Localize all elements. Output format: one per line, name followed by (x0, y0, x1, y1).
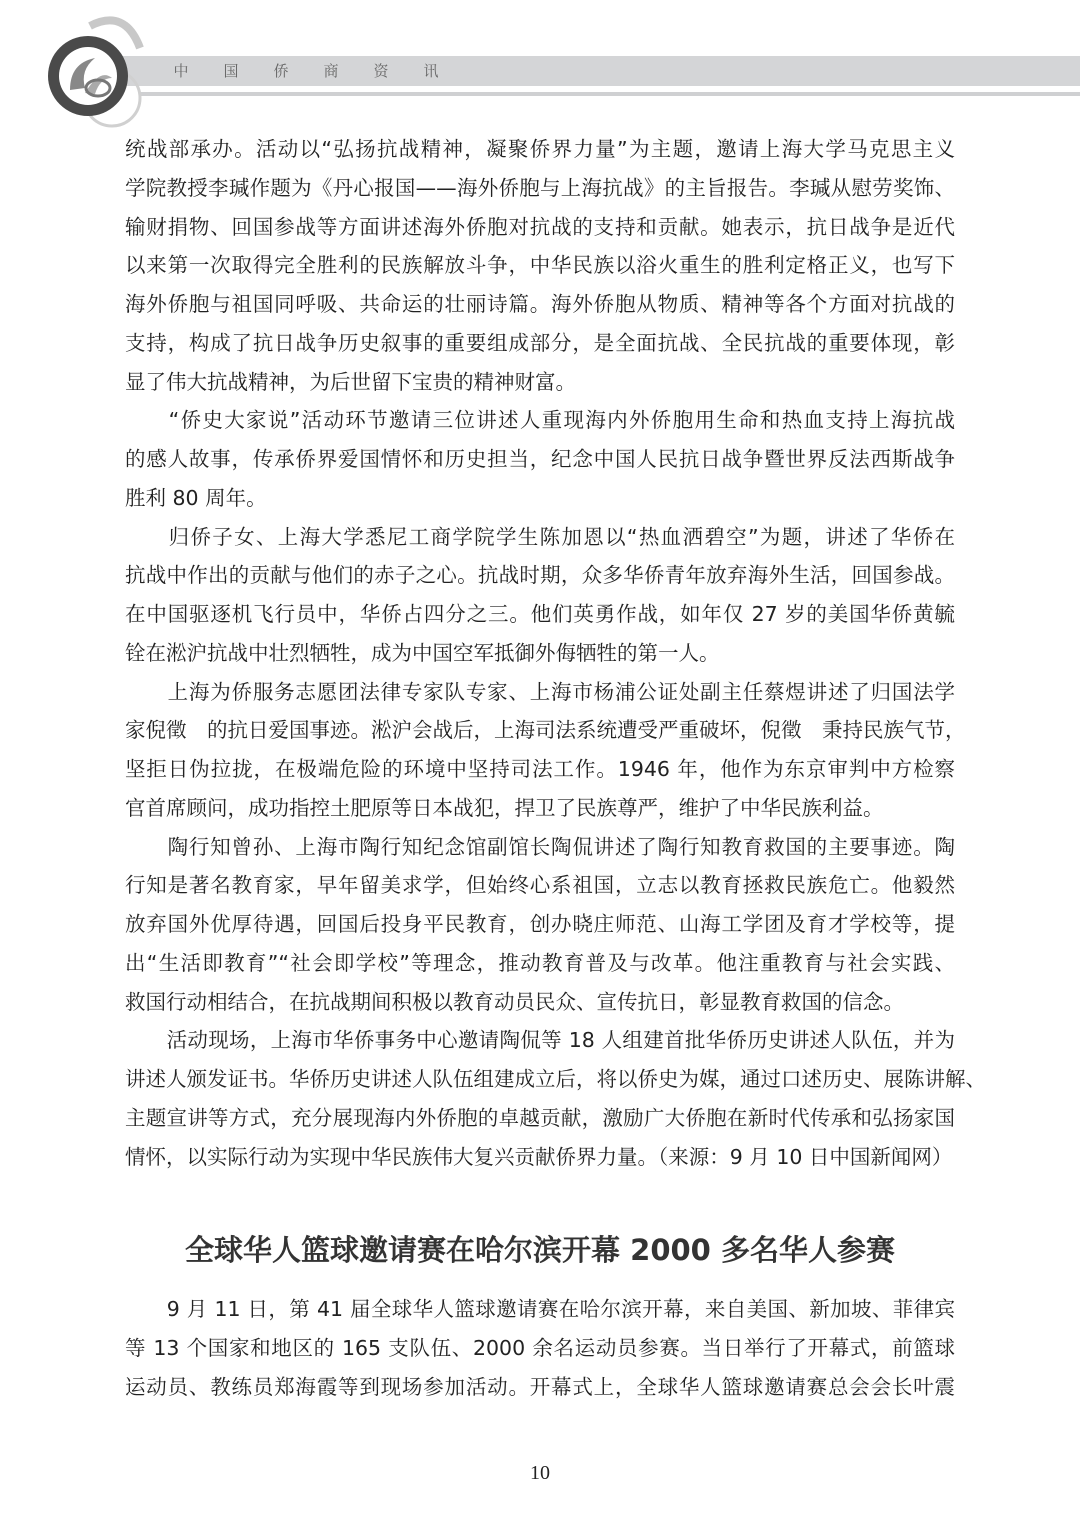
paragraph-line: 行知是著名教育家，早年留美求学，但始终心系祖国，立志以教育拯救民族危亡。他毅然 (125, 873, 955, 898)
magazine-header-title (170, 60, 442, 81)
header-char: 中 (173, 62, 189, 80)
paragraph-line: 救国行动相结合，在抗战期间积极以教育动员民众、宣传抗日，彰显教育救国的信念。 (125, 989, 904, 1014)
paragraph-line: 以来第一次取得完全胜利的民族解放斗争，中华民族以浴火重生的胜利定格正义，也写下 (125, 253, 955, 278)
paragraph-line: 运动员、教练员郑海霞等到现场参加活动。开幕式上，全球华人篮球邀请赛总会会长叶震 (125, 1374, 955, 1399)
paragraph-line: 官首席顾问，成功指控土肥原等日本战犯，捍卫了民族尊严，维护了中华民族利益。 (125, 795, 884, 820)
paragraph-line: 归侨子女、上海大学悉尼工商学院学生陈加恩以“热血洒碧空”为题，讲述了华侨在 (125, 524, 955, 549)
paragraph-line: 输财捐物、回国参战等方面讲述海外侨胞对抗战的支持和贡献。她表示，抗日战争是近代 (125, 214, 955, 239)
federation-logo-icon (40, 8, 160, 128)
paragraph-line: 讲述人颁发证书。华侨历史讲述人队伍组建成立后，将以侨史为媒，通过口述历史、展陈讲解、 (125, 1067, 986, 1091)
header-char: 侨 (273, 62, 289, 80)
paragraph-line: 出“生活即教育”“社会即学校”等理念，推动教育普及与改革。他注重教育与社会实践、 (125, 950, 955, 975)
paragraph-line: 铨在淞沪抗战中壮烈牺牲，成为中国空军抵御外侮牺牲的第一人。 (125, 640, 720, 665)
paragraph-line: 放弃国外优厚待遇，回国后投身平民教育，创办晓庄师范、山海工学团及育才学校等，提 (125, 912, 955, 936)
paragraph-line: 主题宣讲等方式，充分展现海内外侨胞的卓越贡献，激励广大侨胞在新时代传承和弘扬家国 (125, 1105, 955, 1130)
paragraph-line: 情怀，以实际行动为实现中华民族伟大复兴贡献侨界力量。（来源：9 月 10 日中国新闻网） (125, 1144, 953, 1169)
header-char: 资 (373, 62, 389, 80)
header-char: 国 (223, 62, 239, 80)
paragraph-line: 抗战中作出的贡献与他们的赤子之心。抗战时期，众多华侨青年放弃海外生活，回国参战。 (125, 563, 955, 588)
header-char: 讯 (423, 62, 439, 80)
paragraph-line: 等 13 个国家和地区的 165 支队伍、2000 余名运动员参赛。当日举行了开幕式，前篮球 (125, 1335, 955, 1360)
paragraph-line: 统战部承办。活动以“弘扬抗战精神，凝聚侨界力量”为主题，邀请上海大学马克思主义 (125, 137, 955, 161)
paragraph-line: 显了伟大抗战精神，为后世留下宝贵的精神财富。 (125, 369, 576, 394)
paragraph-line: 的感人故事，传承侨界爱国情怀和历史担当，纪念中国人民抗日战争暨世界反法西斯战争 (125, 447, 955, 471)
paragraph-line: “侨史大家说”活动环节邀请三位讲述人重现海内外侨胞用生命和热血支持上海抗战 (125, 408, 955, 433)
paragraph-line: 活动现场，上海市华侨事务中心邀请陶侃等 18 人组建首批华侨历史讲述人队伍，并为 (125, 1028, 955, 1053)
article-title: 全球华人篮球邀请赛在哈尔滨开幕 2000 多名华人参赛 (185, 1233, 895, 1267)
page-number: 10 (530, 1462, 550, 1484)
paragraph-line: 坚拒日伪拉拢，在极端危险的环境中坚持司法工作。1946 年，他作为东京审判中方检察 (125, 757, 955, 781)
paragraph-line: 9 月 11 日，第 41 届全球华人篮球邀请赛在哈尔滨开幕，来自美国、新加坡、菲律宾 (125, 1297, 955, 1321)
header-rule (140, 92, 1080, 96)
paragraph-line: 学院教授李瑊作题为《丹心报国——海外侨胞与上海抗战》的主旨报告。李瑊从慰劳奖饰、 (125, 175, 955, 200)
article-body-2 (125, 1290, 955, 1406)
paragraph-line: 陶行知曾孙、上海市陶行知纪念馆副馆长陶侃讲述了陶行知教育救国的主要事迹。陶 (125, 834, 955, 859)
paragraph-line: 在中国驱逐机飞行员中，华侨占四分之三。他们英勇作战，如年仅 27 岁的美国华侨黄毓 (125, 602, 955, 626)
paragraph-line: 上海为侨服务志愿团法律专家队专家、上海市杨浦公证处副主任蔡煜讲述了归国法学 (125, 679, 955, 704)
article-body (125, 130, 986, 1176)
paragraph-line: 支持，构成了抗日战争历史叙事的重要组成部分，是全面抗战、全民抗战的重要体现，彰 (125, 330, 955, 355)
header-char: 商 (323, 62, 339, 80)
paragraph-line: 家倪徵 的抗日爱国事迹。淞沪会战后，上海司法系统遭受严重破坏，倪徵 秉持民族气节， (125, 718, 966, 743)
paragraph-line: 胜利 80 周年。 (125, 485, 267, 510)
paragraph-line: 海外侨胞与祖国同呼吸、共命运的壮丽诗篇。海外侨胞从物质、精神等各个方面对抗战的 (125, 292, 955, 316)
